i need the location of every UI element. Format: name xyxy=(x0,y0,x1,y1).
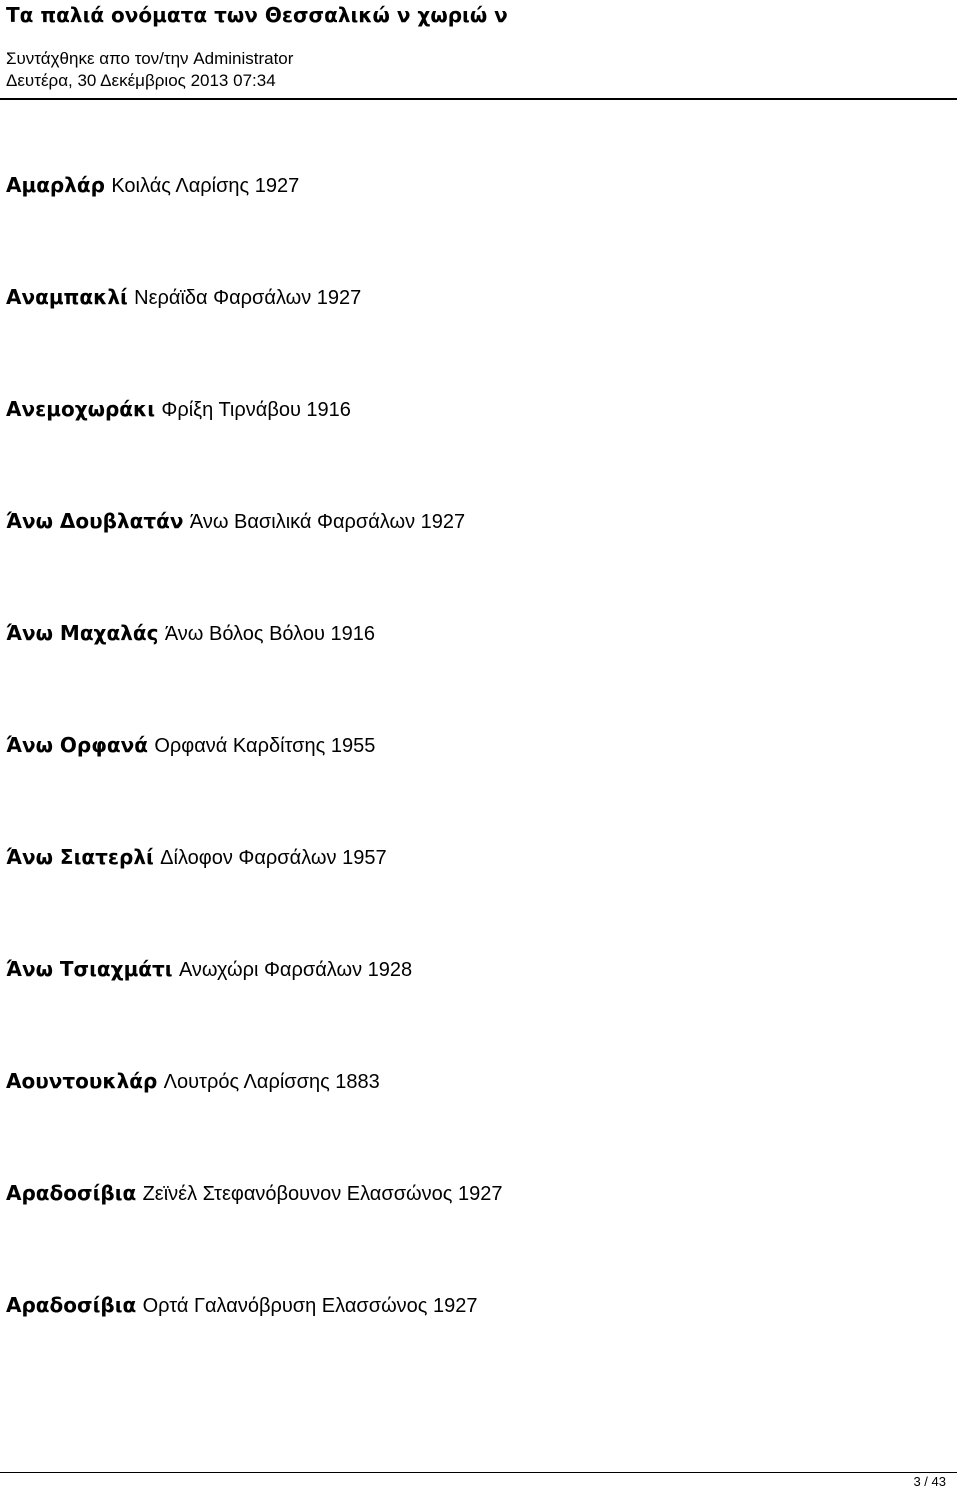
current-name-details: Ανωχώρι Φαρσάλων 1928 xyxy=(178,959,413,981)
footer-divider xyxy=(0,1472,957,1473)
date-line: Δευτέρα, 30 Δεκέμβριος 2013 07:34 xyxy=(6,71,276,90)
old-village-name: Ανεμοχωράκι xyxy=(6,397,156,421)
old-village-name: Άνω Δουβλατάν xyxy=(6,509,184,533)
old-village-name: Αουντουκλάρ xyxy=(6,1069,158,1093)
old-village-name: Αναμπακλί xyxy=(6,285,128,309)
old-village-name: Άνω Τσιαχμάτι xyxy=(6,957,173,981)
document-header xyxy=(6,0,956,92)
list-item xyxy=(6,1066,956,1178)
current-name-details: Λουτρός Λαρίσσης 1883 xyxy=(163,1071,380,1093)
old-village-name: Αραδοσίβια xyxy=(6,1293,137,1317)
list-item xyxy=(6,1178,956,1290)
current-name-details: Άνω Βόλος Βόλου 1916 xyxy=(164,623,375,645)
header-divider xyxy=(0,98,957,100)
list-item xyxy=(6,730,956,842)
current-name-details: Φρίξη Τιρνάβου 1916 xyxy=(161,399,351,421)
list-item xyxy=(6,842,956,954)
list-item xyxy=(6,618,956,730)
list-item xyxy=(6,170,956,282)
old-village-name: Άνω Ορφανά xyxy=(6,733,148,757)
village-name-list xyxy=(6,170,956,1402)
old-village-name: Άνω Σιατερλί xyxy=(6,845,154,869)
list-item xyxy=(6,394,956,506)
current-name-details: Ορφανά Καρδίτσης 1955 xyxy=(154,735,376,757)
author-line: Συντάχθηκε απο τον/την Administrator xyxy=(6,49,294,68)
page-number: 3 / 43 xyxy=(913,1474,946,1489)
current-name-details: Άνω Βασιλικά Φαρσάλων 1927 xyxy=(189,511,466,533)
old-village-name: Άνω Μαχαλάς xyxy=(6,621,159,645)
current-name-details: Ζεϊνέλ Στεφανόβουνον Ελασσώνος 1927 xyxy=(142,1183,503,1205)
current-name-details: Δίλοφον Φαρσάλων 1957 xyxy=(160,847,387,869)
current-name-details: Κοιλάς Λαρίσης 1927 xyxy=(111,175,300,197)
list-item xyxy=(6,282,956,394)
current-name-details: Νεράϊδα Φαρσάλων 1927 xyxy=(134,287,362,309)
list-item xyxy=(6,506,956,618)
current-name-details: Ορτά Γαλανόβρυση Ελασσώνος 1927 xyxy=(142,1295,478,1317)
list-item xyxy=(6,1290,956,1402)
page-title: Τα παλιά ονόματα των Θεσσαλικώ ν χωριώ ν xyxy=(6,3,508,27)
old-village-name: Αραδοσίβια xyxy=(6,1181,137,1205)
list-item xyxy=(6,954,956,1066)
old-village-name: Αμαρλάρ xyxy=(6,173,105,197)
